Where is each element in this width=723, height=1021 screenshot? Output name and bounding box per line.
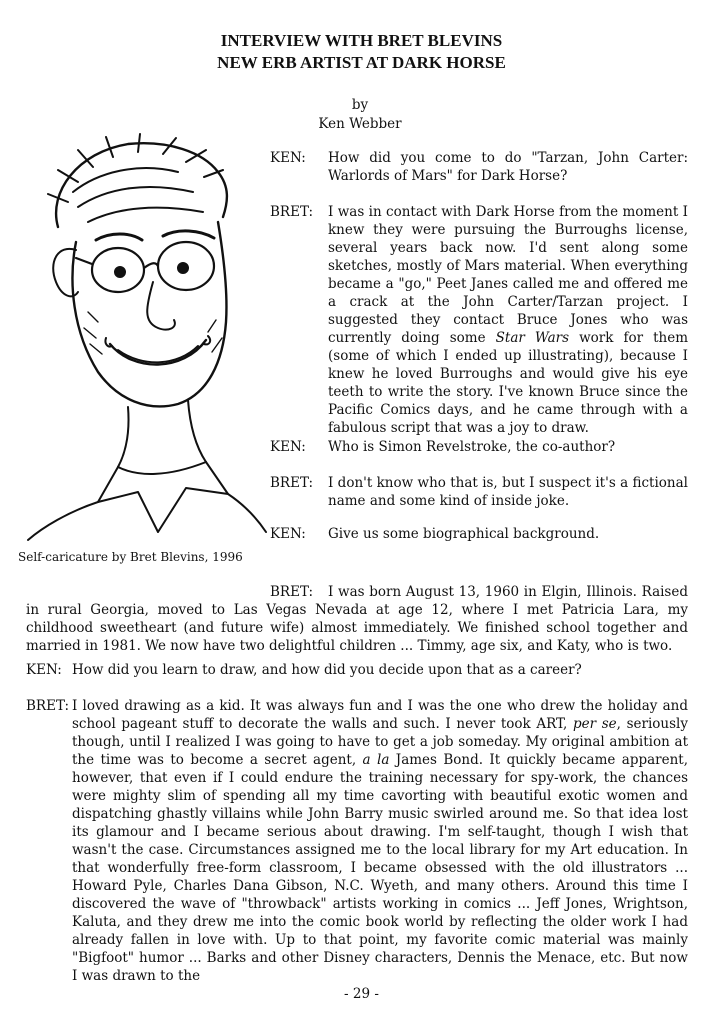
qa-entry-2 bbox=[270, 203, 688, 437]
qa-entry-3 bbox=[270, 438, 688, 456]
qa-text: Give us some biographical background. bbox=[328, 526, 600, 542]
article-title bbox=[0, 30, 723, 74]
qa-entry-6 bbox=[26, 583, 688, 655]
qa-text: I was in contact with Dark Horse from the moment I knew they were pursuing the Burroughs license, several years back now. I'd sent along some sketches, mostly of Mars material. When everything became a "go," Peet Janes called me and offered me a crack at the John Carter/Tarzan project. I suggested they contact Bruce Jones who was currently doing some Star Wars work for them (some of which I ended up illustrating), because I knew he loved Burroughs and would give his eye teeth to write the story. I've known Bruce since the Pacific Comics days, and he came through with a fabulous script that was a joy to draw. bbox=[328, 204, 688, 436]
speaker-label: KEN: bbox=[270, 150, 306, 166]
speaker-label: BRET: bbox=[270, 204, 314, 220]
speaker-label: KEN: bbox=[270, 526, 306, 542]
byline-by: by bbox=[351, 97, 369, 113]
qa-text: I loved drawing as a kid. It was always fun and I was the one who drew the holiday and school pageant stuff to decorate the walls and such. I never took ART, per se, seriously though, until I realized I was going to have to get a job someday. My original ambition at the time was to become a secret agent, a la James Bond. It quickly became apparent, however, that even if I could endure the training necessary for spy-work, the chances were mighty slim of spending all my time cavorting with beautiful exotic women and dispatching ghastly villains while John Barry music swirled around me. So that idea lost its glamour and I became serious about drawing. I'm self-taught, though I wish that wasn't the case. Circumstances assigned me to the local library for my Art education. In that wonderfully free-form classroom, I became obsessed with the old illustrators ... Howard Pyle, Charles Dana Gibson, N.C. Wyeth, and many others. Around this time I discovered the wave of "throwback" artists working in comics ... Jeff Jones, Wrightson, Kaluta, and they drew me into the comic book world by reflecting the older work I had already fallen in love with. Up to that point, my favorite comic material was mainly "Bigfoot" humor ... Barks and other Disney characters, Dennis the Menace, etc. But now I was drawn to the bbox=[72, 698, 689, 984]
self-caricature-illustration bbox=[18, 132, 268, 542]
speaker-label: KEN: bbox=[26, 662, 62, 678]
speaker-label: BRET: bbox=[26, 698, 70, 714]
qa-text: How did you learn to draw, and how did you decide upon that as a career? bbox=[72, 662, 582, 678]
qa-entry-1 bbox=[270, 149, 688, 185]
title-line-1: INTERVIEW WITH BRET BLEVINS bbox=[220, 31, 503, 50]
italic-title: Star Wars bbox=[495, 330, 570, 346]
qa-text: Who is Simon Revelstroke, the co-author? bbox=[328, 439, 616, 455]
byline-author: Ken Webber bbox=[318, 116, 402, 132]
qa-entry-7 bbox=[26, 661, 688, 679]
qa-entry-8 bbox=[26, 697, 688, 985]
title-line-2: NEW ERB ARTIST AT DARK HORSE bbox=[217, 53, 506, 72]
speaker-label: BRET: bbox=[270, 584, 314, 600]
qa-text: I was born August 13, 1960 in Elgin, Illinois. Raised in rural Georgia, moved to Las Vegas Nevada at age 12, where I met Patricia Lara, my childhood sweetheart (and future wife) almost immediately. We finished school together and married in 1981. We now have two delightful children ... Timmy, age six, and Katy, who is two. bbox=[26, 584, 688, 654]
byline bbox=[300, 96, 420, 134]
speaker-label: KEN: bbox=[270, 439, 306, 455]
page-number: - 29 - bbox=[344, 986, 379, 1002]
qa-entry-5 bbox=[270, 525, 688, 543]
qa-entry-4 bbox=[270, 474, 688, 510]
speaker-label: BRET: bbox=[270, 475, 314, 491]
qa-text: How did you come to do "Tarzan, John Carter: Warlords of Mars" for Dark Horse? bbox=[328, 150, 688, 184]
portrait-caption: Self-caricature by Bret Blevins, 1996 bbox=[18, 550, 243, 564]
qa-text: I don't know who that is, but I suspect it's a fictional name and some kind of inside joke. bbox=[328, 475, 688, 509]
